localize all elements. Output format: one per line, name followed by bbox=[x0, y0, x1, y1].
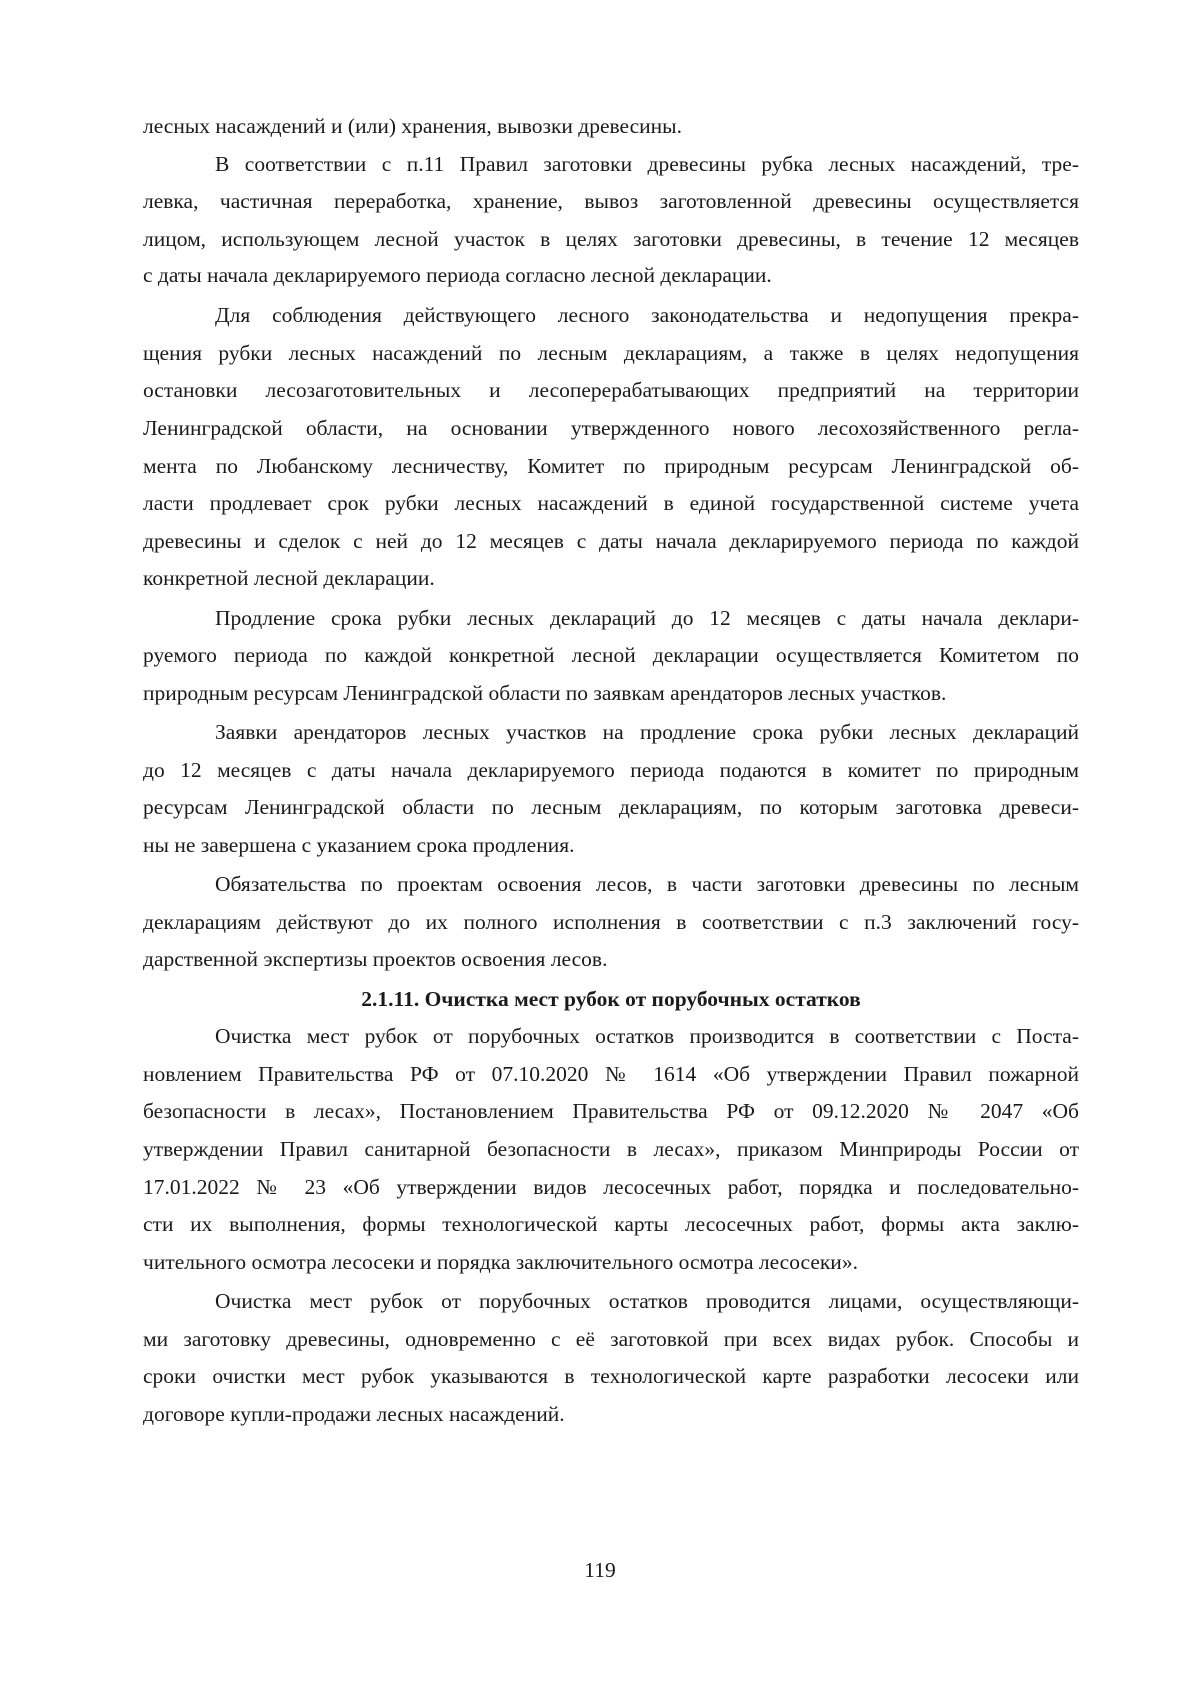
text-line: Обязательства по проектам освоения лесов, в части заготовки древесины по лесным bbox=[215, 872, 1079, 896]
text-line: мента по Любанскому лесничеству, Комитет по природным ресурсам Ленинградской об- bbox=[143, 454, 1079, 478]
text-line: остановки лесозаготовительных и лесоперерабатывающих предприятий на территории bbox=[143, 378, 1079, 402]
text-line: природным ресурсам Ленинградской области по заявкам арендаторов лесных участков. bbox=[143, 681, 947, 705]
text-line: Продление срока рубки лесных деклараций до 12 месяцев с даты начала деклари- bbox=[215, 606, 1079, 630]
text-line: древесины и сделок с ней до 12 месяцев с даты начала декларируемого периода по каждой bbox=[143, 529, 1079, 553]
text-line: с даты начала декларируемого периода согласно лесной декларации. bbox=[143, 263, 772, 287]
text-line: 17.01.2022 № 23 «Об утверждении видов лесосечных работ, порядка и последовательно- bbox=[143, 1175, 1079, 1199]
text-line: сроки очистки мест рубок указываются в технологической карте разработки лесосеки или bbox=[143, 1364, 1079, 1388]
text-line: безопасности в лесах», Постановлением Правительства РФ от 09.12.2020 № 2047 «Об bbox=[143, 1099, 1079, 1123]
text-line: Для соблюдения действующего лесного законодательства и недопущения прекра- bbox=[215, 303, 1079, 327]
text-line: новлением Правительства РФ от 07.10.2020 № 1614 «Об утверждении Правил пожарной bbox=[143, 1062, 1079, 1086]
text-line: декларациям действуют до их полного исполнения в соответствии с п.3 заключений госу- bbox=[143, 910, 1079, 934]
text-line: дарственной экспертизы проектов освоения лесов. bbox=[143, 947, 608, 971]
text-line: левка, частичная переработка, хранение, вывоз заготовленной древесины осуществляется bbox=[143, 189, 1079, 213]
text-line: чительного осмотра лесосеки и порядка заключительного осмотра лесосеки». bbox=[143, 1250, 858, 1274]
text-line: Заявки арендаторов лесных участков на продление срока рубки лесных деклараций bbox=[215, 720, 1079, 744]
text-line: ресурсам Ленинградской области по лесным декларациям, по которым заготовка древеси- bbox=[143, 795, 1079, 819]
text-line: Ленинградской области, на основании утвержденного нового лесохозяйственного регла- bbox=[143, 416, 1079, 440]
text-line: лицом, использующем лесной участок в целях заготовки древесины, в течение 12 месяцев bbox=[143, 227, 1079, 251]
text-line: лесных насаждений и (или) хранения, вывозки древесины. bbox=[143, 114, 682, 138]
section-heading: 2.1.11. Очистка мест рубок от порубочных остатков bbox=[361, 987, 861, 1011]
text-line: ны не завершена с указанием срока продления. bbox=[143, 833, 575, 857]
text-line: Очистка мест рубок от порубочных остатков производится в соответствии с Поста- bbox=[215, 1024, 1079, 1048]
text-line: Очистка мест рубок от порубочных остатков проводится лицами, осуществляющи- bbox=[215, 1289, 1079, 1313]
text-line: В соответствии с п.11 Правил заготовки древесины рубка лесных насаждений, тре- bbox=[215, 152, 1079, 176]
text-line: щения рубки лесных насаждений по лесным декларациям, а также в целях недопущения bbox=[143, 341, 1079, 365]
text-line: ласти продлевает срок рубки лесных насаждений в единой государственной системе учета bbox=[143, 491, 1079, 515]
text-line: утверждении Правил санитарной безопасности в лесах», приказом Минприроды России от bbox=[143, 1137, 1079, 1161]
text-line: до 12 месяцев с даты начала декларируемого периода подаются в комитет по природным bbox=[143, 758, 1079, 782]
text-line: договоре купли-продажи лесных насаждений. bbox=[143, 1402, 565, 1426]
text-line: конкретной лесной декларации. bbox=[143, 566, 435, 590]
text-line: ми заготовку древесины, одновременно с её заготовкой при всех видах рубок. Способы и bbox=[143, 1327, 1079, 1351]
text-line: сти их выполнения, формы технологической карты лесосечных работ, формы акта заклю- bbox=[143, 1212, 1079, 1236]
text-line: руемого периода по каждой конкретной лесной декларации осуществляется Комитетом по bbox=[143, 643, 1079, 667]
page-number: 119 bbox=[584, 1558, 616, 1582]
